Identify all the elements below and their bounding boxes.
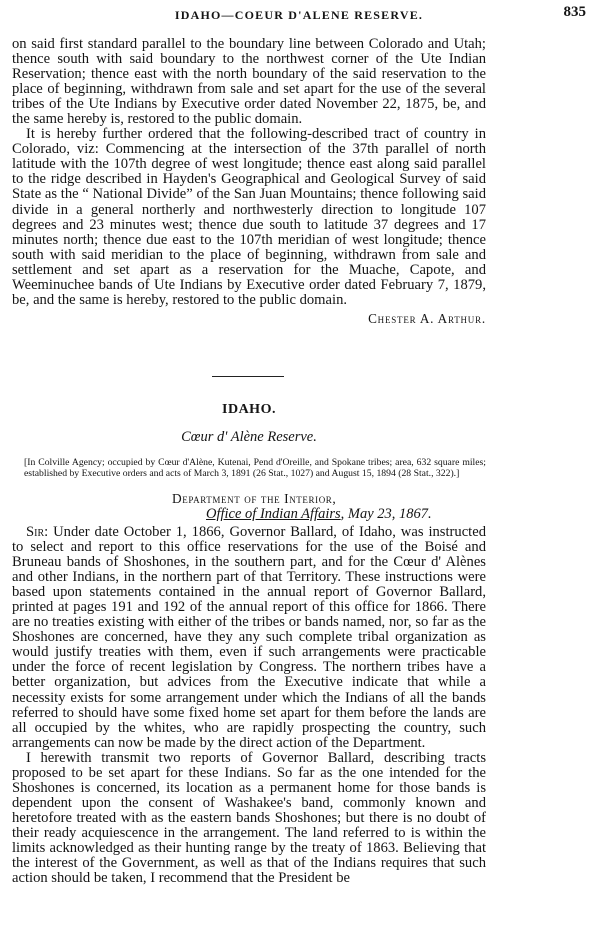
paragraph-restoration-order: It is hereby further ordered that the following-described tract of country in Colorado, viz: Commencing at the intersection of the 37th parallel of north latitude with the 107th degree of west longitude; thence east along said parallel to the ridge described in Hayden's Geographical and Geological Survey of said State as the “ National Divide” of the San Juan Mountains; thence following said divide in a general northerly and northwesterly direction to longitude 107 degrees and 23 minutes west; thence due south to latitude 37 degrees and 17 minutes north; thence due east to the 107th meridian of west longitude; thence south with said meridian to the place of beginning, withdrawn from sale and settlement and set apart as a reservation for the Muache, Capote, and Weeminuchee bands of Ute Indians by Executive order dated February 7, 1879, be, and the same is hereby, restored to the public domain. xyxy=(12,126,486,308)
editor-note: [In Colville Agency; occupied by Cœur d'Alène, Kutenai, Pend d'Oreille, and Spokane tribes; area, 632 square miles; established by Executive orders and acts of March 3, 1891 (26 Stat., 1027) and August 15, 1894 (28 Stat., 322).] xyxy=(24,457,486,479)
letter-paragraph-2: I herewith transmit two reports of Governor Ballard, describing tracts proposed to be set apart for these Indians. So far as the one intended for the Shoshones is concerned, its location as a permanent home for those bands is dependent upon the consent of Washakee's band, commonly known and heretofore treated with as the eastern bands Shoshones; but there is no doubt of their ready acquiescence in the arrangement. The land referred to is within the limits acknowledged as their hunting range by the treaty of 1863. Believing that the interest of the Government, as well as that of the Indians requires that such action should be taken, I recommend that the President be xyxy=(12,749,486,887)
page-header xyxy=(12,2,586,24)
letter-salutation: Sir: xyxy=(26,524,49,540)
page-number: 835 xyxy=(563,4,586,20)
letter-paragraph-1 xyxy=(12,525,486,751)
office-date: , May 23, 1867. xyxy=(340,506,432,522)
section-subtitle: Cœur d' Alène Reserve. xyxy=(181,429,317,445)
signature: Chester A. Arthur. xyxy=(368,310,486,326)
office-name: Office of Indian Affairs xyxy=(206,506,341,522)
letter-paragraph-1-text: Under date October 1, 1866, Governor Ballard, of Idaho, was instructed to select and report to this office reservations for the use of the Boisé and Bruneau bands of Shoshones, in the southern part, and for the Cœur d' Alènes and other Indians, in the northern part of that Territory. These instructions were based upon statements contained in the annual report of Governor Ballard, printed at pages 191 and 192 of the annual report of this office for 1866. There are no treaties existing with either of the tribes or bands named, nor, so far as the Shoshones are concerned, have they any such complete tribal organization as would justify treaties with them, even if such arrangements were practicable under the force of recent legislation by Congress. The northern tribes have a better organization, but advices from the Executive indicate that while a necessity exists for some arrangement under which the Indians of all the bands referred to should have some fixed home set apart for them before the lands are all occupied by the whites, who are rapidly prospecting the country, such arrangements can now be made by the direct action of the Department. xyxy=(12,524,486,751)
paragraph-continued: on said first standard parallel to the boundary line between Colorado and Utah; thence south with said boundary to the northwest corner of the Ute Indian Reservation; thence east with the north boundary of the said reservation to the place of beginning, withdrawn from sale and set apart for the use of the several tribes of the Ute Indians by Executive order dated November 22, 1875, be, and the same hereby is, restored to the public domain. xyxy=(12,36,486,128)
letter-office-line xyxy=(206,506,432,523)
letter-body xyxy=(12,525,486,886)
top-text-block xyxy=(12,37,486,327)
section-title: IDAHO. xyxy=(222,402,276,417)
running-head: IDAHO—COEUR D'ALENE RESERVE. xyxy=(174,8,424,22)
letter-department: Department of the Interior, xyxy=(172,491,337,506)
section-divider xyxy=(212,376,284,377)
